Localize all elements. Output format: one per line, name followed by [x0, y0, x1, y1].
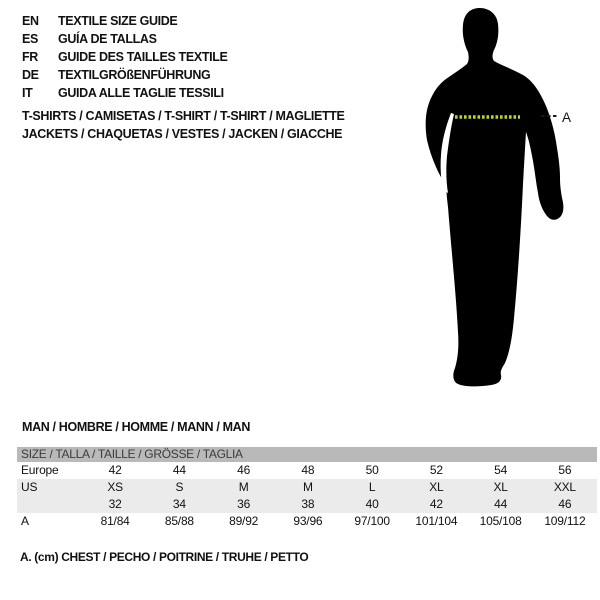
table-cell: XL [429, 480, 444, 494]
language-code: EN [22, 14, 39, 28]
table-cell: 38 [301, 497, 315, 511]
table-cell: XS [107, 480, 123, 494]
row-label: A [21, 514, 29, 528]
row-label: Europe [21, 463, 59, 477]
language-code: IT [22, 86, 33, 100]
language-code: DE [22, 68, 39, 82]
table-cell: 36 [237, 497, 251, 511]
table-cell: 54 [494, 463, 508, 477]
language-row-de [22, 66, 228, 84]
size-table-header: SIZE / TALLA / TAILLE / GRÖSSE / TAGLIA [17, 447, 597, 462]
table-cell: 52 [429, 463, 443, 477]
language-label: GUIDA ALLE TAGLIE TESSILI [58, 86, 224, 100]
measurement-label-a: A [562, 110, 572, 125]
table-cell: 44 [494, 497, 508, 511]
product-category-lines [22, 107, 345, 143]
language-label: TEXTILE SIZE GUIDE [58, 14, 178, 28]
table-cell: S [175, 480, 184, 494]
table-cell: 42 [108, 463, 122, 477]
table-cell: 56 [558, 463, 572, 477]
table-cell: 109/112 [544, 514, 586, 528]
table-cell: L [368, 480, 376, 494]
table-row-us [17, 479, 597, 496]
language-label: GUÍA DE TALLAS [58, 32, 157, 46]
man-silhouette [418, 0, 580, 395]
table-cell: 42 [429, 497, 443, 511]
product-line-jackets: JACKETS / CHAQUETAS / VESTES / JACKEN / GIACCHE [22, 127, 343, 141]
size-table [17, 447, 597, 530]
table-cell: 40 [365, 497, 379, 511]
table-cell: 34 [172, 497, 186, 511]
section-title: MAN / HOMBRE / HOMME / MANN / MAN [22, 420, 251, 434]
table-cell: 44 [172, 463, 186, 477]
language-label: TEXTILGRÖßENFÜHRUNG [58, 68, 211, 82]
language-code: FR [22, 50, 38, 64]
language-list [22, 12, 228, 102]
table-row-numeric [17, 496, 597, 513]
table-cell: XXL [553, 480, 576, 494]
language-row-es [22, 30, 228, 48]
table-row-europe [17, 462, 597, 479]
measurement-footnote: A. (cm) CHEST / PECHO / POITRINE / TRUHE / PETTO [20, 550, 309, 564]
man-silhouette-body [426, 8, 564, 386]
table-cell: M [238, 480, 249, 494]
table-cell: 32 [108, 497, 122, 511]
row-label: US [21, 480, 38, 494]
table-cell: 85/88 [164, 514, 194, 528]
row-label [17, 496, 83, 513]
table-cell: 105/108 [479, 514, 522, 528]
table-cell: 93/96 [293, 514, 323, 528]
language-label: GUIDE DES TAILLES TEXTILE [58, 50, 228, 64]
table-cell: XL [493, 480, 508, 494]
table-cell: 50 [365, 463, 379, 477]
language-row-it [22, 84, 228, 102]
language-code: ES [22, 32, 38, 46]
table-cell: 89/92 [229, 514, 259, 528]
table-cell: 97/100 [354, 514, 390, 528]
language-row-en [22, 12, 228, 30]
product-line-tshirts: T-SHIRTS / CAMISETAS / T-SHIRT / T-SHIRT / MAGLIETTE [22, 109, 345, 123]
table-row-chest [17, 513, 597, 530]
table-cell: 46 [558, 497, 572, 511]
table-cell: 81/84 [100, 514, 130, 528]
table-cell: M [302, 480, 313, 494]
table-cell: 46 [237, 463, 251, 477]
table-cell: 101/104 [415, 514, 458, 528]
language-row-fr [22, 48, 228, 66]
table-cell: 48 [301, 463, 315, 477]
